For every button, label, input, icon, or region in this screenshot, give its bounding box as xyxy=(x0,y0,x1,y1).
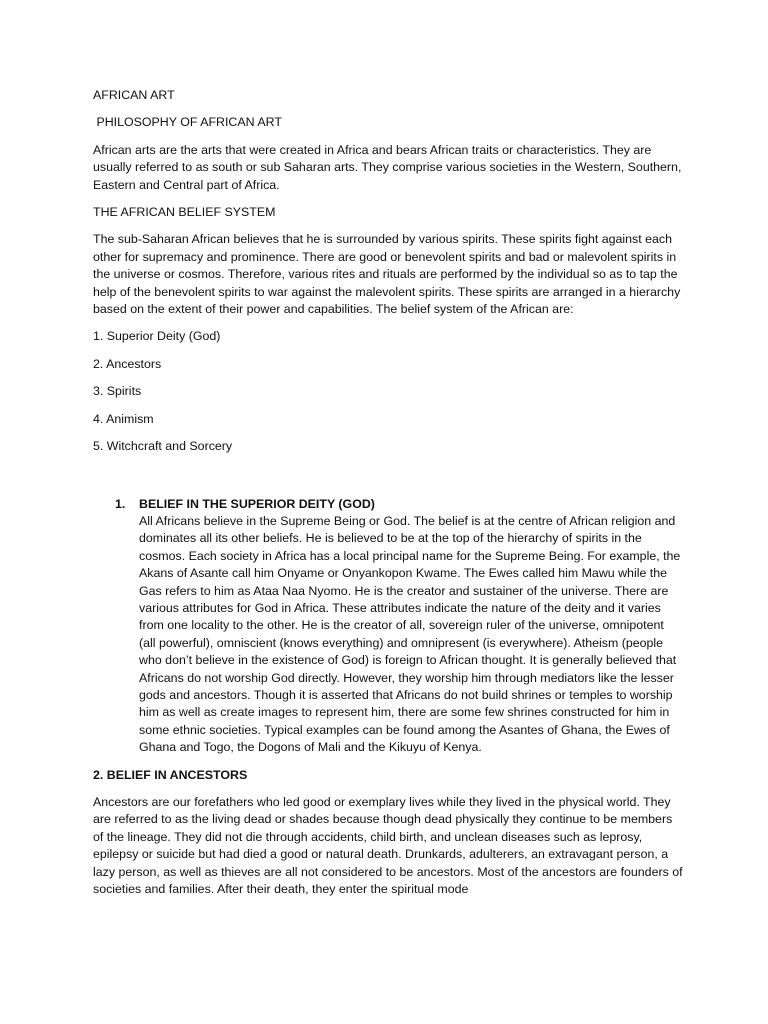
belief-system-heading: THE AFRICAN BELIEF SYSTEM xyxy=(93,205,276,220)
document-subtitle: PHILOSOPHY OF AFRICAN ART xyxy=(93,115,282,130)
section-number: 1. xyxy=(115,496,126,511)
section-title: BELIEF IN THE SUPERIOR DEITY (GOD) xyxy=(139,496,375,511)
section-spacer xyxy=(93,466,683,496)
intro-paragraph: African arts are the arts that were created in Africa and bears African traits or characteristics. They are usually referred to as south or sub Saharan arts. They comprise various societies in the Western, Southern, Eastern and Central part of Africa. xyxy=(93,142,682,192)
document-content xyxy=(93,87,683,908)
belief-list-item: 5. Witchcraft and Sorcery xyxy=(93,439,233,454)
belief-list-item: 4. Animism xyxy=(93,411,154,426)
section-ancestors-body: Ancestors are our forefathers who led good or exemplary lives while they lived in the physical world. They are referred to as the living dead or shades because though dead physically they continue to be members of the lineage. They did not die through accidents, child birth, and unclean diseases such as leprosy, epilepsy or suicide but had died a good or natural death. Drunkards, adulterers, an extravagant person, a lazy person, as well as thieves are all not considered to be ancestors. Most of the ancestors are founders of societies and families. After their death, they enter the spiritual mode xyxy=(93,795,683,897)
belief-list-item: 1. Superior Deity (God) xyxy=(93,329,221,344)
belief-list-item: 3. Spirits xyxy=(93,384,142,399)
belief-list-item: 2. Ancestors xyxy=(93,356,162,371)
belief-list xyxy=(93,328,683,455)
belief-system-paragraph: The sub-Saharan African believes that he is surrounded by various spirits. These spirits fight against each other for supremacy and prominence. There are good or benevolent spirits and bad or malevolent spirits in the universe or cosmos. Therefore, various rites and rituals are performed by the individual so as to tap the help of the benevolent spirits to war against the malevolent spirits. These spirits are arranged in a hierarchy based on the extent of their power and capabilities. The belief system of the African are: xyxy=(93,232,681,317)
section-ancestors-title: 2. BELIEF IN ANCESTORS xyxy=(93,767,248,782)
section-body: All Africans believe in the Supreme Being or God. The belief is at the centre of African religion and dominates all its other beliefs. He is believed to be at the top of the hierarchy of spirits in the cosmos. Each society in Africa has a local principal name for the Supreme Being. For example, the Akans of Asante call him Onyame or Onyankopon Kwame. The Ewes called him Mawu while the Gas refers to him as Ataa Naa Nyomo. He is the creator and sustainer of the universe. There are various attributes for God in Africa. These attributes indicate the nature of the deity and it varies from one locality to the other. He is the creator of all, sovereign ruler of the universe, omnipotent (all powerful), omniscient (knows everything) and omnipresent (is everywhere). Atheism (people who don’t believe in the existence of God) is foreign to African thought. It is generally believed that Africans do not worship God directly. However, they worship him through mediators like the lesser gods and ancestors. Though it is asserted that Africans do not build shrines or temples to worship him as well as create images to represent him, there are some few shrines constructed for him in some ethnic societies. Typical examples can be found among the Asantes of Ghana, the Ewes of Ghana and Togo, the Dogons of Mali and the Kikuyu of Kenya. xyxy=(139,513,681,755)
document-title: AFRICAN ART xyxy=(93,88,175,102)
section-superior-deity xyxy=(93,496,683,757)
